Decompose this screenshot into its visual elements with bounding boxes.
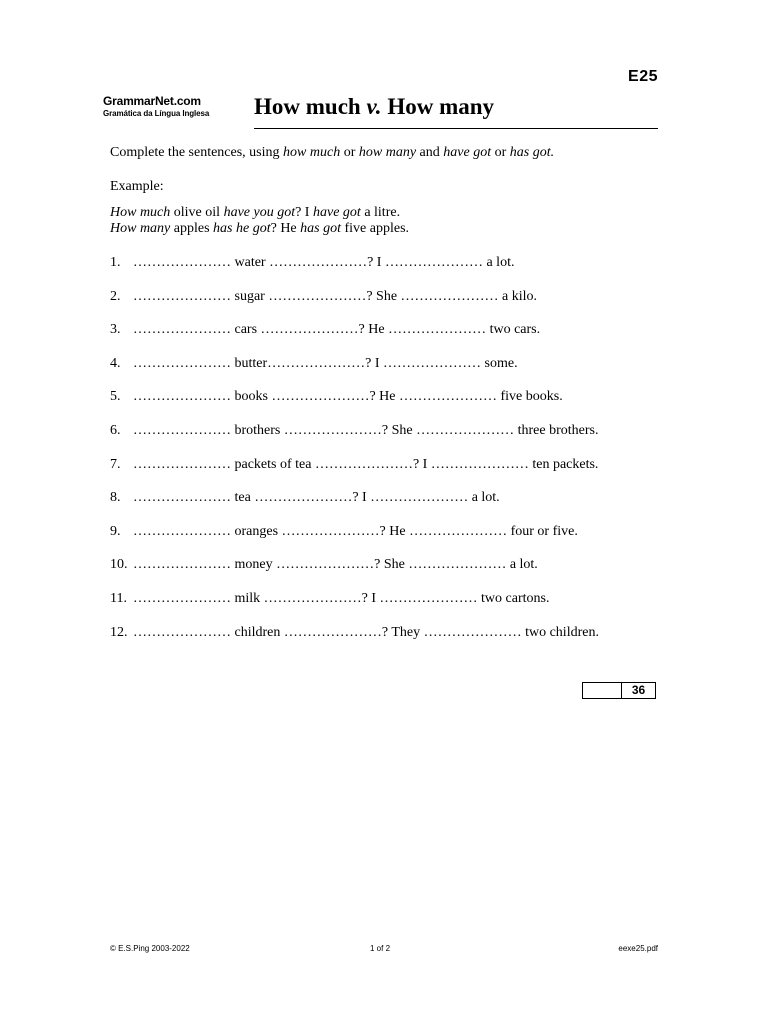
- title-underline: [254, 128, 658, 129]
- item-number: 8.: [110, 490, 121, 506]
- item-text: ………………… tea …………………? I ………………… a lot.: [133, 490, 500, 506]
- item-text: ………………… money …………………? She ………………… a lot.: [133, 557, 538, 573]
- example-line-1: [110, 205, 400, 221]
- item-number: 2.: [110, 288, 121, 304]
- example-text: ? I: [295, 205, 313, 220]
- instructions-text: Complete the sentences, using: [110, 145, 284, 160]
- title-versus: v.: [366, 94, 382, 119]
- instructions-text: or: [340, 145, 359, 160]
- title-part-2: How many: [381, 94, 495, 119]
- exercise-code: E25: [628, 68, 658, 85]
- item-number: 12.: [110, 624, 128, 640]
- example-text: five apples.: [341, 221, 410, 236]
- instructions-text: or: [491, 145, 510, 160]
- item-number: 4.: [110, 355, 121, 371]
- example-question-word: How much: [110, 205, 171, 220]
- example-verb: has he got: [213, 221, 271, 236]
- example-verb: have got: [312, 205, 361, 220]
- footer-filename: eexe25.pdf: [618, 944, 658, 953]
- example-line-2: [110, 221, 409, 237]
- example-label: Example:: [110, 179, 164, 194]
- example-text: olive oil: [170, 205, 224, 220]
- example-verb: have you got: [223, 205, 296, 220]
- score-total: 36: [631, 683, 646, 697]
- item-number: 6.: [110, 422, 121, 438]
- instructions-has-got: has got.: [509, 145, 555, 160]
- title-part-1: How much: [254, 94, 367, 119]
- item-text: ………………… books …………………? He ………………… five books.: [133, 389, 563, 405]
- item-number: 7.: [110, 456, 121, 472]
- example-verb: has got: [300, 221, 341, 236]
- instructions-text: and: [416, 145, 444, 160]
- item-number: 10.: [110, 557, 128, 573]
- instructions-how-much: how much: [283, 145, 341, 160]
- instructions-have-got: have got: [443, 145, 492, 160]
- item-text: ………………… brothers …………………? She ………………… three brothers.: [133, 422, 599, 438]
- item-text: ………………… packets of tea …………………? I ………………… ten packets.: [133, 456, 599, 472]
- instructions-how-many: how many: [358, 145, 417, 160]
- brand-name: GrammarNet.com: [103, 94, 201, 108]
- item-text: ………………… children …………………? They ………………… two children.: [133, 624, 599, 640]
- item-text: ………………… sugar …………………? She ………………… a kilo.: [133, 288, 538, 304]
- item-number: 9.: [110, 523, 121, 539]
- item-number: 5.: [110, 389, 121, 405]
- score-box: [582, 682, 656, 699]
- footer-copyright: © E.S.Ping 2003-2022: [110, 944, 190, 953]
- item-text: ………………… cars …………………? He ………………… two cars.: [133, 322, 541, 338]
- instructions: [110, 145, 554, 161]
- example-text: apples: [170, 221, 214, 236]
- score-entry-cell: [583, 683, 622, 698]
- example-text: ? He: [270, 221, 301, 236]
- item-text: ………………… oranges …………………? He ………………… four or five.: [133, 523, 578, 539]
- item-text: ………………… milk …………………? I ………………… two cartons.: [133, 590, 550, 606]
- brand-block: [103, 94, 209, 118]
- item-text: ………………… butter…………………? I ………………… some.: [133, 355, 518, 371]
- footer-page-number: 1 of 2: [370, 944, 391, 953]
- item-number: 11.: [110, 590, 127, 606]
- item-number: 1.: [110, 255, 121, 270]
- brand-subtitle: Gramática da Língua Inglesa: [103, 109, 210, 118]
- item-number: 3.: [110, 322, 121, 338]
- example-question-word: How many: [110, 221, 171, 236]
- item-text: ………………… water …………………? I ………………… a lot.: [133, 255, 515, 270]
- example-text: a litre.: [360, 205, 401, 220]
- page-title: [254, 94, 494, 120]
